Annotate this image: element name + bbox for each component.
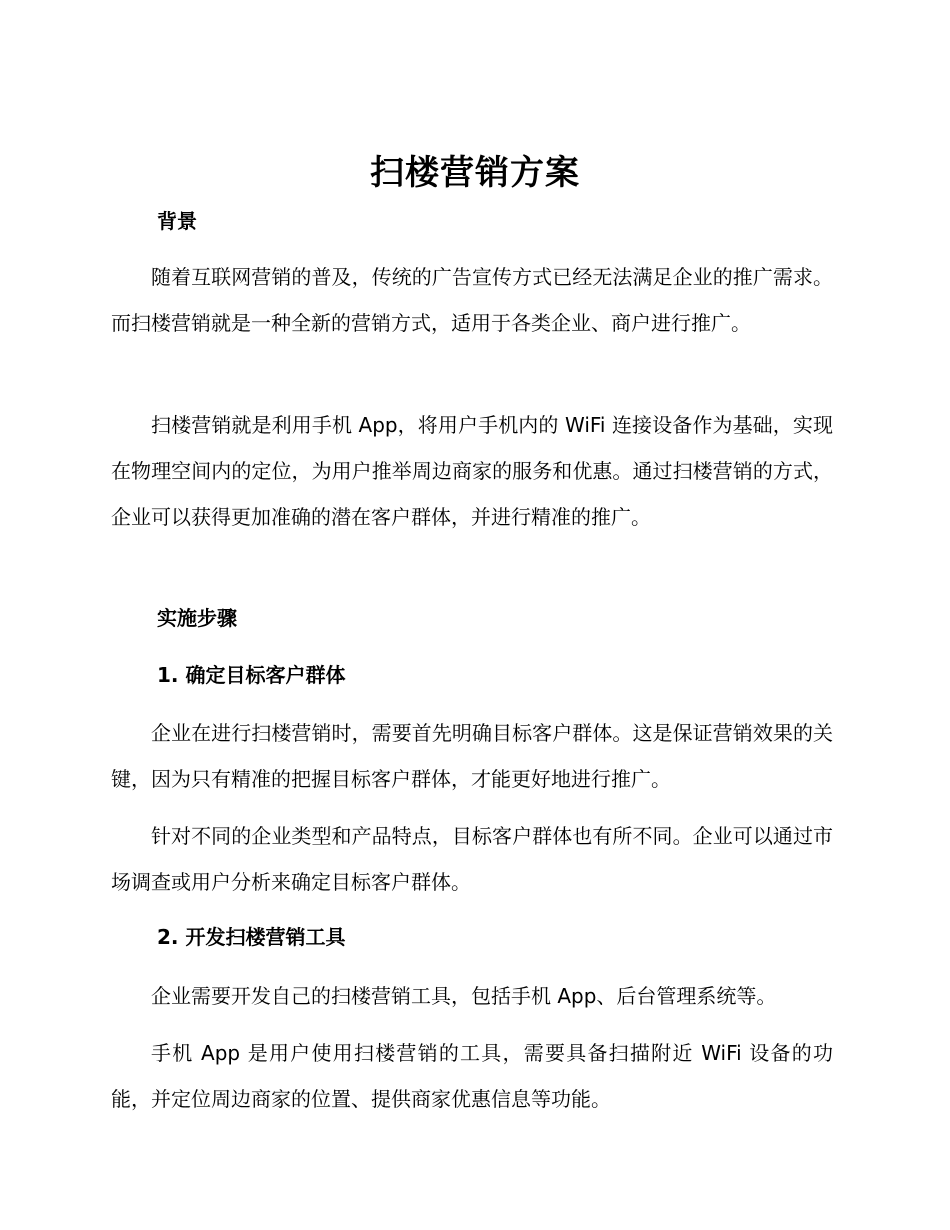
paragraph-background-2: 扫楼营销就是利用手机 App，将用户手机内的 WiFi 连接设备作为基础，实现在物理空间内的定位，为用户推举周边商家的服务和优惠。通过扫楼营销的方式，企业可以获得更加准确的潜在客户群体，并进行精准的推广。 [111,413,833,529]
paragraph-step1-2: 针对不同的企业类型和产品特点，目标客户群体也有所不同。企业可以通过市场调查或用户分析来确定目标客户群体。 [111,824,833,894]
paragraph-background-1: 随着互联网营销的普及，传统的广告宣传方式已经无法满足企业的推广需求。而扫楼营销就是一种全新的营销方式，适用于各类企业、商户进行推广。 [111,265,833,335]
step-heading-1: 1. 确定目标客户群体 [157,663,346,687]
section-heading-steps: 实施步骤 [157,606,237,630]
paragraph-step2-1: 企业需要开发自己的扫楼营销工具，包括手机 App、后台管理系统等。 [151,984,777,1008]
paragraph-step1-1: 企业在进行扫楼营销时，需要首先明确目标客户群体。这是保证营销效果的关键，因为只有精准的把握目标客户群体，才能更好地进行推广。 [111,721,833,791]
document-title: 扫楼营销方案 [370,153,580,193]
paragraph-step2-2: 手机 App 是用户使用扫楼营销的工具，需要具备扫描附近 WiFi 设备的功能，并定位周边商家的位置、提供商家优惠信息等功能。 [111,1041,833,1111]
step-heading-2: 2. 开发扫楼营销工具 [157,925,346,949]
section-heading-background: 背景 [157,209,197,233]
